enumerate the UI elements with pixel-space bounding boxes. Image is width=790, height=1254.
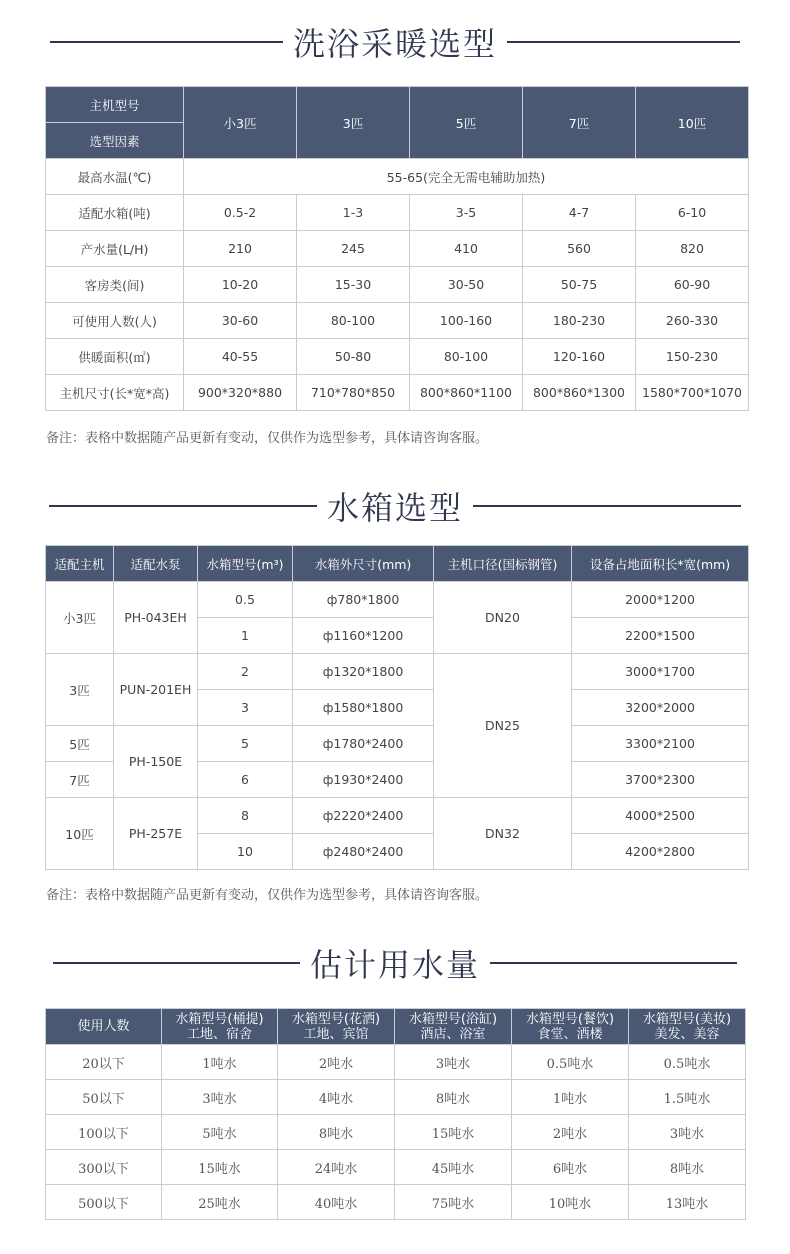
- pump-cell: PUN-201EH: [114, 654, 198, 726]
- cell: 800*860*1300: [523, 375, 636, 411]
- cell: 5吨水: [162, 1115, 278, 1150]
- section3-title: 估计用水量: [309, 946, 480, 984]
- cell: 20以下: [46, 1045, 162, 1080]
- column-header: 水箱型号(m³): [198, 546, 293, 582]
- column-header: 设备占地面积长*宽(mm): [572, 546, 749, 582]
- cell: 100以下: [46, 1115, 162, 1150]
- section2-title: 水箱选型: [326, 489, 463, 527]
- section1-heading: [0, 20, 790, 64]
- table-row: [46, 726, 749, 762]
- tank-cell: 1: [198, 618, 293, 654]
- table-row: [46, 1045, 746, 1080]
- size-cell: ф1580*1800: [293, 690, 434, 726]
- cell: 8吨水: [395, 1080, 512, 1115]
- cell: 10-20: [184, 267, 297, 303]
- host-cell: 5匹: [46, 726, 114, 762]
- row-label: 可使用人数(人): [46, 303, 184, 339]
- size-cell: ф1930*2400: [293, 762, 434, 798]
- table-row: [46, 1080, 746, 1115]
- row-label: 客房类(间): [46, 267, 184, 303]
- cell: 60-90: [636, 267, 749, 303]
- header-factor-label: 选型因素: [46, 123, 184, 159]
- table-row: [46, 1185, 746, 1220]
- row-label: 最高水温(℃): [46, 159, 184, 195]
- model-header: 5匹: [410, 87, 523, 159]
- cell: 6-10: [636, 195, 749, 231]
- tank-cell: 0.5: [198, 582, 293, 618]
- cell: 560: [523, 231, 636, 267]
- host-cell: 小3匹: [46, 582, 114, 654]
- cell: 900*320*880: [184, 375, 297, 411]
- header-line: 水箱型号(美妆): [642, 1011, 732, 1027]
- cell: 1-3: [297, 195, 410, 231]
- cell: 80-100: [410, 339, 523, 375]
- cell: 800*860*1100: [410, 375, 523, 411]
- cell: 120-160: [523, 339, 636, 375]
- tank-cell: 2: [198, 654, 293, 690]
- table-row: [46, 1115, 746, 1150]
- cell: 2吨水: [512, 1115, 629, 1150]
- size-cell: ф2220*2400: [293, 798, 434, 834]
- area-cell: 2000*1200: [572, 582, 749, 618]
- cell: 1吨水: [162, 1045, 278, 1080]
- area-cell: 4000*2500: [572, 798, 749, 834]
- tank-cell: 3: [198, 690, 293, 726]
- cell: 100-160: [410, 303, 523, 339]
- row-label: 供暖面积(㎡): [46, 339, 184, 375]
- column-header: 水箱外尺寸(mm): [293, 546, 434, 582]
- cell: 150-230: [636, 339, 749, 375]
- table-row: [46, 798, 749, 834]
- section2-heading: [0, 484, 790, 528]
- size-cell: ф1780*2400: [293, 726, 434, 762]
- cell: 25吨水: [162, 1185, 278, 1220]
- header-model-label: 主机型号: [46, 87, 184, 123]
- header-line: 水箱型号(浴缸): [408, 1011, 498, 1027]
- cell: 30-50: [410, 267, 523, 303]
- cell: 3吨水: [629, 1115, 746, 1150]
- cell: 8吨水: [278, 1115, 395, 1150]
- host-cell: 7匹: [46, 762, 114, 798]
- section3-heading: [0, 941, 790, 985]
- cell: 210: [184, 231, 297, 267]
- row-label: 主机尺寸(长*宽*高): [46, 375, 184, 411]
- area-cell: 3000*1700: [572, 654, 749, 690]
- cell: 3吨水: [395, 1045, 512, 1080]
- tank-cell: 5: [198, 726, 293, 762]
- cell: 40-55: [184, 339, 297, 375]
- cell: 50-80: [297, 339, 410, 375]
- cell: 410: [410, 231, 523, 267]
- size-cell: ф1160*1200: [293, 618, 434, 654]
- model-header: 3匹: [297, 87, 410, 159]
- cell: 710*780*850: [297, 375, 410, 411]
- cell: 1.5吨水: [629, 1080, 746, 1115]
- pump-cell: PH-257E: [114, 798, 198, 870]
- header-subline: 工地、宾馆: [303, 1026, 369, 1042]
- cell: 75吨水: [395, 1185, 512, 1220]
- table-row: [46, 267, 749, 303]
- table-row: [46, 195, 749, 231]
- section2-note: 备注：表格中数据随产品更新有变动，仅供作为选型参考，具体请咨询客服。: [46, 888, 489, 903]
- row-label: 产水量(L/H): [46, 231, 184, 267]
- model-header: 10匹: [636, 87, 749, 159]
- heading-line-left: [53, 962, 300, 964]
- header-subline: 工地、宿舍: [186, 1026, 252, 1042]
- cell: 0.5-2: [184, 195, 297, 231]
- pipe-cell: DN32: [434, 798, 572, 870]
- section1-note: 备注：表格中数据随产品更新有变动，仅供作为选型参考，具体请咨询客服。: [46, 431, 489, 446]
- size-cell: ф780*1800: [293, 582, 434, 618]
- cell: 4吨水: [278, 1080, 395, 1115]
- cell: 15-30: [297, 267, 410, 303]
- cell: 500以下: [46, 1185, 162, 1220]
- pump-cell: PH-043EH: [114, 582, 198, 654]
- cell: 6吨水: [512, 1150, 629, 1185]
- column-header: 适配主机: [46, 546, 114, 582]
- table-row: [46, 1150, 746, 1185]
- cell: 24吨水: [278, 1150, 395, 1185]
- table-row: [46, 231, 749, 267]
- column-header: [46, 1009, 162, 1045]
- tank-cell: 8: [198, 798, 293, 834]
- cell: 0.5吨水: [512, 1045, 629, 1080]
- table-row: [46, 582, 749, 618]
- cell: 2吨水: [278, 1045, 395, 1080]
- model-header: 小3匹: [184, 87, 297, 159]
- heading-line-right: [473, 505, 741, 507]
- heading-line-right: [490, 962, 737, 964]
- column-header: [278, 1009, 395, 1045]
- column-header: [512, 1009, 629, 1045]
- cell: 0.5吨水: [629, 1045, 746, 1080]
- column-header: [395, 1009, 512, 1045]
- pipe-cell: DN20: [434, 582, 572, 654]
- cell: 50-75: [523, 267, 636, 303]
- max-temp-value: 55-65(完全无需电辅助加热): [184, 159, 749, 195]
- heading-line-left: [49, 505, 317, 507]
- area-cell: 3200*2000: [572, 690, 749, 726]
- cell: 1吨水: [512, 1080, 629, 1115]
- header-line: 水箱型号(餐饮): [525, 1011, 615, 1027]
- header-line: 水箱型号(桶提): [175, 1011, 264, 1027]
- size-cell: ф2480*2400: [293, 834, 434, 870]
- section1-title: 洗浴采暖选型: [292, 25, 497, 63]
- area-cell: 3700*2300: [572, 762, 749, 798]
- header-line: 水箱型号(花洒): [291, 1011, 381, 1027]
- area-cell: 3300*2100: [572, 726, 749, 762]
- cell: 300以下: [46, 1150, 162, 1185]
- cell: 1580*700*1070: [636, 375, 749, 411]
- tank-cell: 10: [198, 834, 293, 870]
- cell: 80-100: [297, 303, 410, 339]
- cell: 820: [636, 231, 749, 267]
- area-cell: 4200*2800: [572, 834, 749, 870]
- column-header: [162, 1009, 278, 1045]
- column-header: [629, 1009, 746, 1045]
- heading-line-right: [507, 41, 740, 43]
- cell: 15吨水: [162, 1150, 278, 1185]
- heading-line-left: [50, 41, 283, 43]
- table-row: [46, 303, 749, 339]
- water-usage-table: [45, 1008, 746, 1220]
- table-row: [46, 339, 749, 375]
- heating-selection-table: [45, 86, 749, 411]
- pump-cell: PH-150E: [114, 726, 198, 798]
- tank-cell: 6: [198, 762, 293, 798]
- cell: 4-7: [523, 195, 636, 231]
- size-cell: ф1320*1800: [293, 654, 434, 690]
- row-label: 适配水箱(吨): [46, 195, 184, 231]
- table-row: [46, 159, 749, 195]
- header-subline: 食堂、酒楼: [537, 1026, 603, 1042]
- cell: 8吨水: [629, 1150, 746, 1185]
- cell: 3-5: [410, 195, 523, 231]
- cell: 3吨水: [162, 1080, 278, 1115]
- cell: 260-330: [636, 303, 749, 339]
- cell: 30-60: [184, 303, 297, 339]
- model-header: 7匹: [523, 87, 636, 159]
- cell: 180-230: [523, 303, 636, 339]
- header-subline: 酒店、浴室: [420, 1026, 486, 1042]
- header-subline: 美发、美容: [654, 1026, 720, 1042]
- cell: 40吨水: [278, 1185, 395, 1220]
- host-cell: 10匹: [46, 798, 114, 870]
- area-cell: 2200*1500: [572, 618, 749, 654]
- pipe-cell: DN25: [434, 654, 572, 798]
- column-header: 适配水泵: [114, 546, 198, 582]
- cell: 15吨水: [395, 1115, 512, 1150]
- cell: 245: [297, 231, 410, 267]
- cell: 13吨水: [629, 1185, 746, 1220]
- host-cell: 3匹: [46, 654, 114, 726]
- cell: 50以下: [46, 1080, 162, 1115]
- cell: 10吨水: [512, 1185, 629, 1220]
- tank-selection-table: [45, 545, 749, 870]
- table-row: [46, 654, 749, 690]
- header-line: 使用人数: [77, 1019, 130, 1034]
- cell: 45吨水: [395, 1150, 512, 1185]
- column-header: 主机口径(国标钢管): [434, 546, 572, 582]
- table-row: [46, 375, 749, 411]
